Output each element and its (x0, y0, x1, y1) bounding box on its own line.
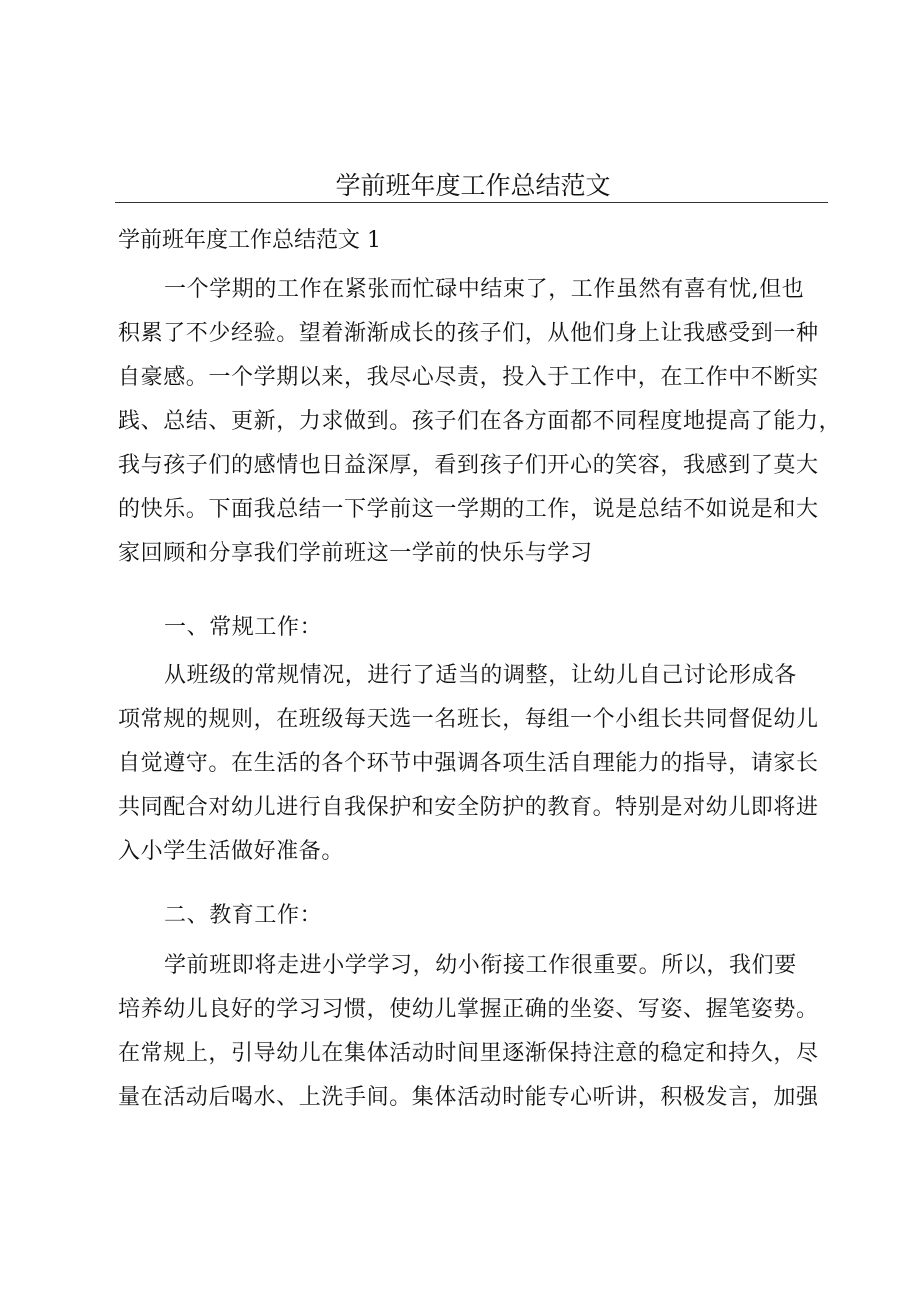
paragraph-line: 在常规上，引导幼儿在集体活动时间里逐渐保持注意的稳定和持久，尽 (118, 1041, 819, 1066)
paragraph-line: 共同配合对幼儿进行自我保护和安全防护的教育。特别是对幼儿即将进 (118, 795, 819, 820)
section-heading-education-work: 二、教育工作： (164, 903, 323, 928)
paragraph-line: 家回顾和分享我们学前班这一学前的快乐与学习 (118, 541, 593, 566)
paragraph-line: 一个学期的工作在紧张而忙碌中结束了，工作虽然有喜有忧,但也 (164, 277, 805, 302)
paragraph-line: 量在活动后喝水、上洗手间。集体活动时能专心听讲，积极发言，加强 (118, 1085, 819, 1110)
paragraph-line: 积累了不少经验。望着渐渐成长的孩子们，从他们身上让我感受到一种 (118, 321, 819, 346)
section-heading-routine-work: 一、常规工作： (164, 615, 323, 640)
paragraph-line: 践、总结、更新，力求做到。孩子们在各方面都不同程度地提高了能力， (118, 409, 842, 434)
title-underline (115, 202, 828, 203)
document-title: 学前班年度工作总结范文 (335, 171, 611, 200)
paragraph-line: 的快乐。下面我总结一下学前这一学期的工作，说是总结不如说是和大 (118, 497, 819, 522)
paragraph-line: 培养幼儿良好的学习习惯，使幼儿掌握正确的坐姿、写姿、握笔姿势。 (118, 997, 819, 1022)
intro-paragraph (118, 268, 842, 576)
paragraph-line: 自觉遵守。在生活的各个环节中强调各项生活自理能力的指导，请家长 (118, 751, 819, 776)
routine-work-paragraph (118, 654, 828, 874)
paragraph-line: 从班级的常规情况，进行了适当的调整，让幼儿自己讨论形成各 (164, 663, 797, 688)
paragraph-line: 入小学生活做好准备。 (118, 839, 345, 864)
paragraph-line: 自豪感。一个学期以来，我尽心尽责，投入于工作中，在工作中不断实 (118, 365, 819, 390)
paragraph-line: 项常规的规则，在班级每天选一名班长，每组一个小组长共同督促幼儿 (118, 707, 819, 732)
paragraph-line: 我与孩子们的感情也日益深厚，看到孩子们开心的笑容，我感到了莫大 (118, 453, 819, 478)
paragraph-line: 学前班即将走进小学学习，幼小衔接工作很重要。所以，我们要 (164, 953, 797, 978)
education-work-paragraph (118, 944, 828, 1120)
document-subtitle: 学前班年度工作总结范文 1 (118, 228, 381, 253)
